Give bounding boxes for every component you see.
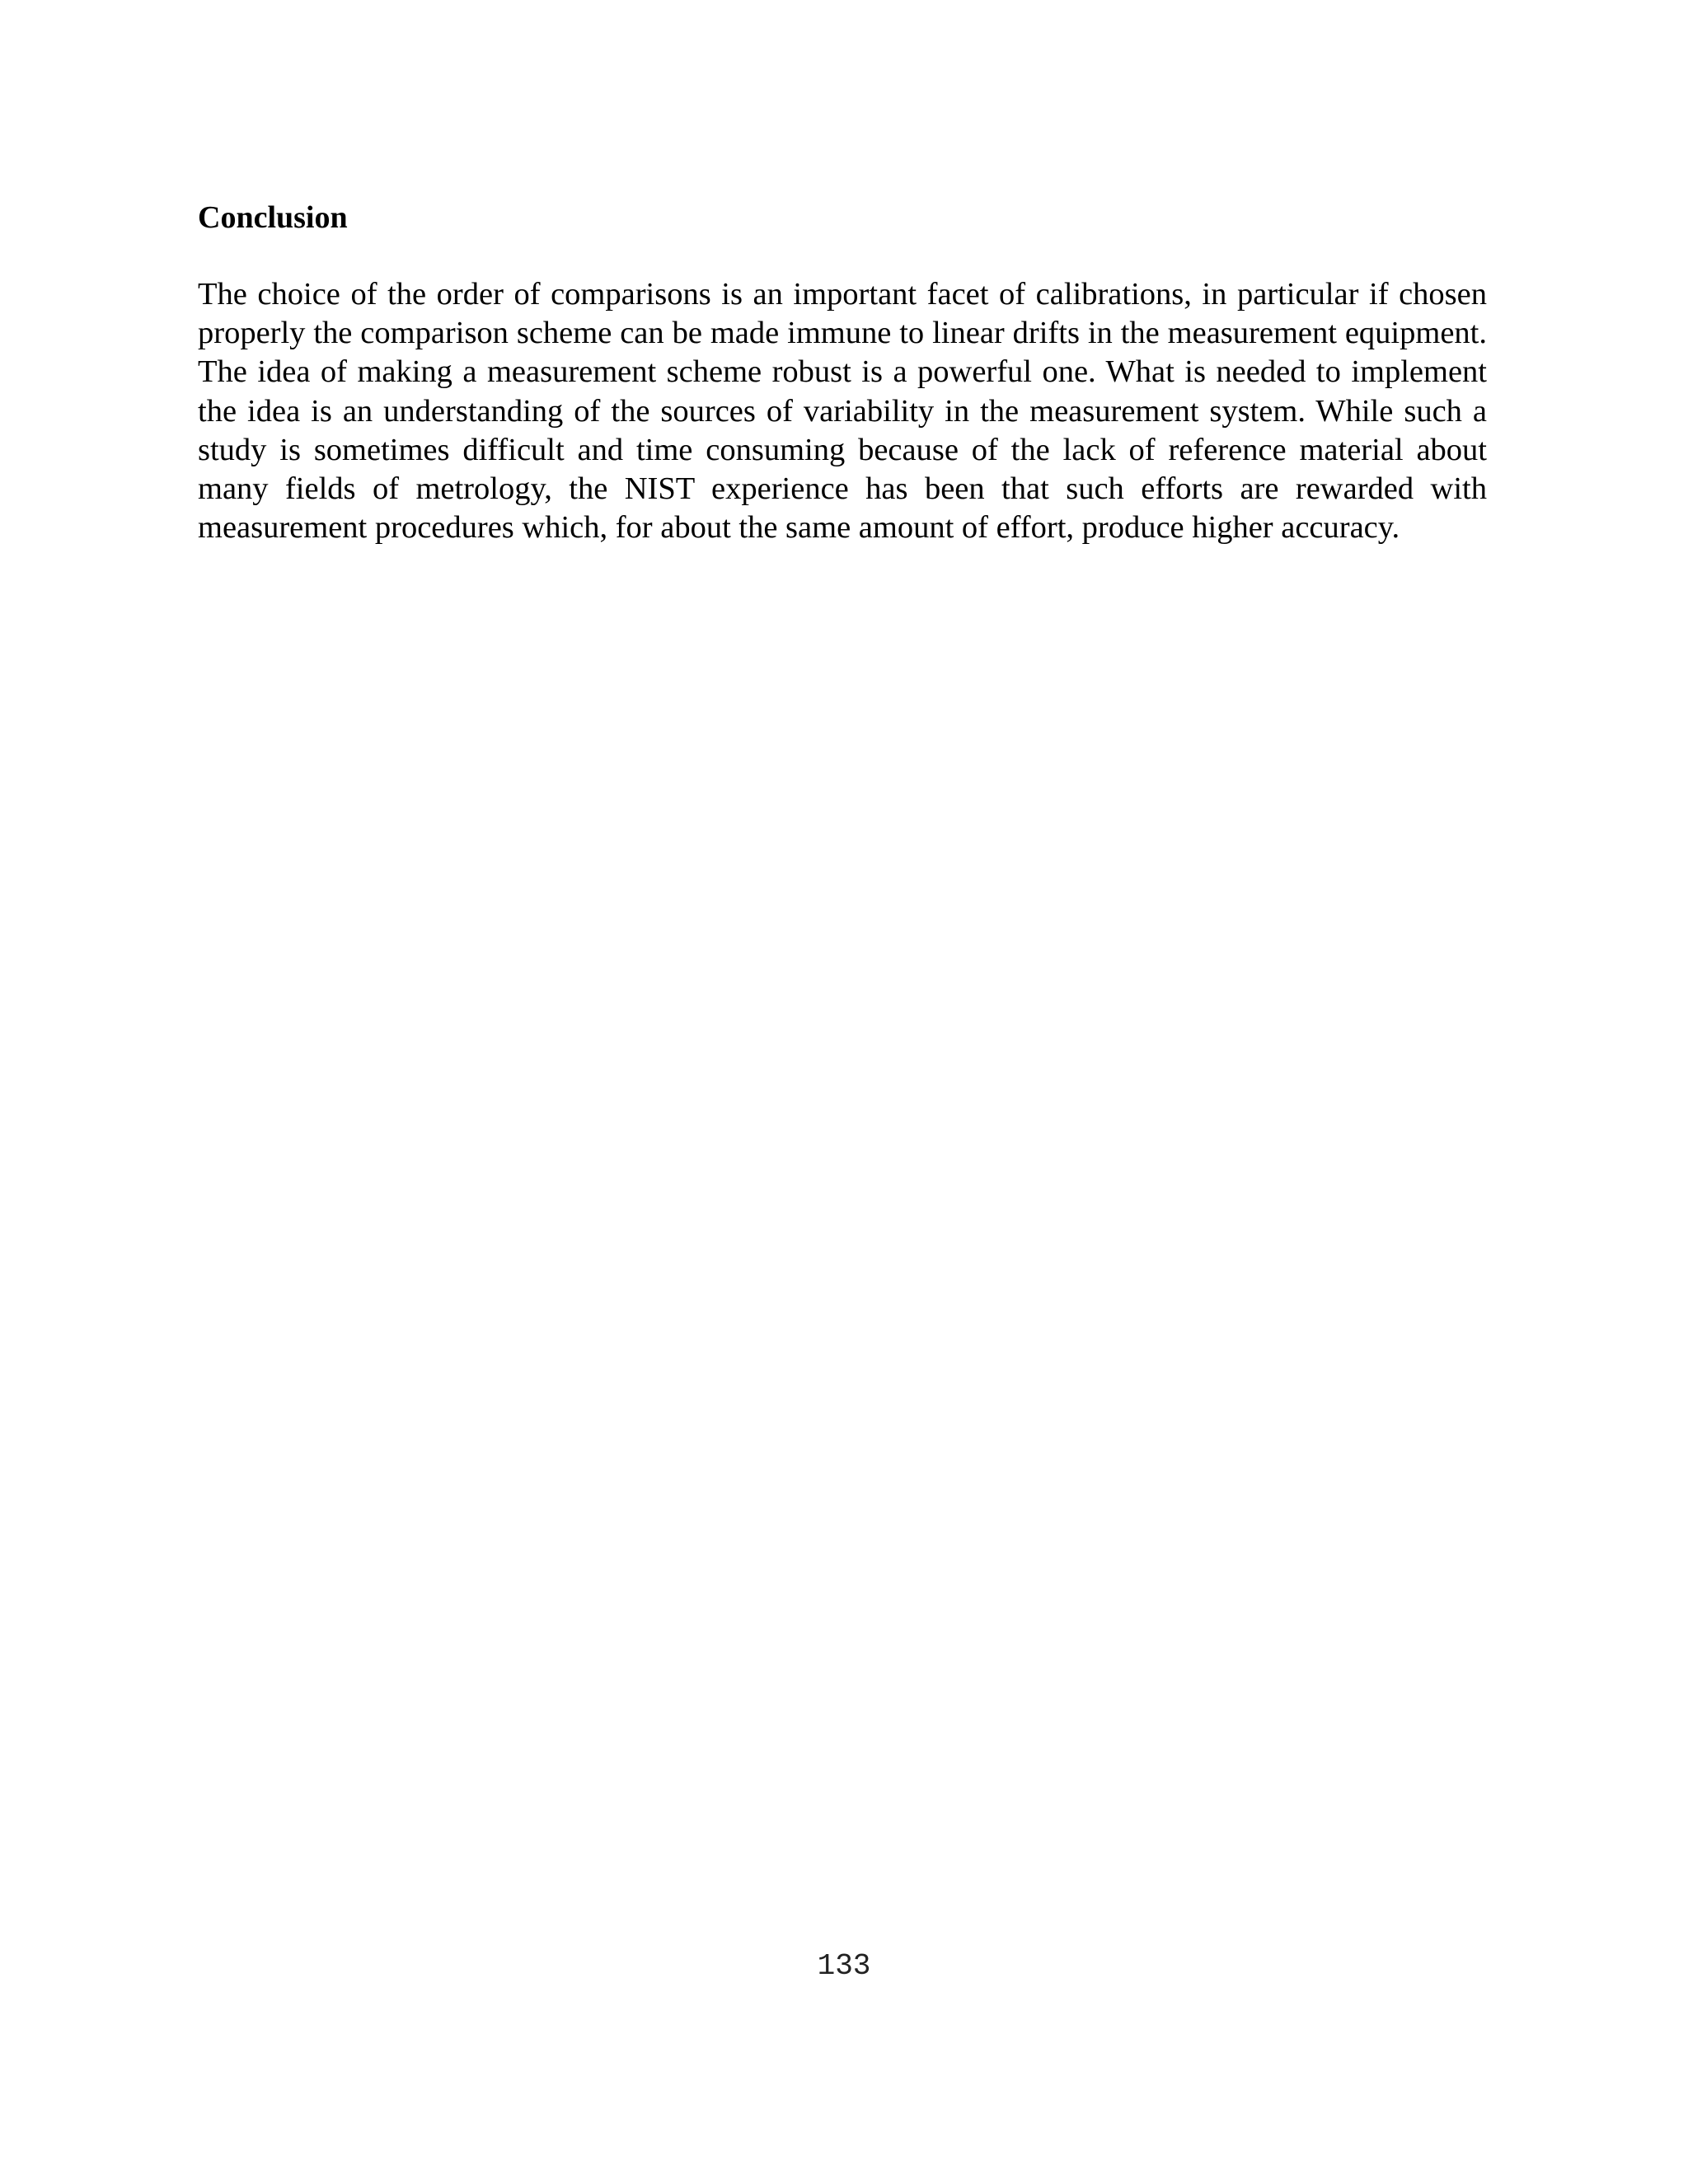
- page-number: 133: [817, 1949, 871, 1983]
- section-heading: Conclusion: [198, 200, 348, 235]
- page-content: [198, 198, 1487, 547]
- conclusion-paragraph: The choice of the order of comparisons is an important facet of calibrations, in particular if chosen properly the comparison scheme can be made immune to linear drifts in the measurement equipment. The idea of making a measurement scheme robust is a powerful one. What is needed to implement the idea is an understanding of the sources of variability in the measurement system. While such a study is sometimes difficult and time consuming because of the lack of reference material about many fields of metrology, the NIST experience has been that such efforts are rewarded with measurement procedures which, for about the same amount of effort, produce higher accuracy.: [198, 277, 1487, 546]
